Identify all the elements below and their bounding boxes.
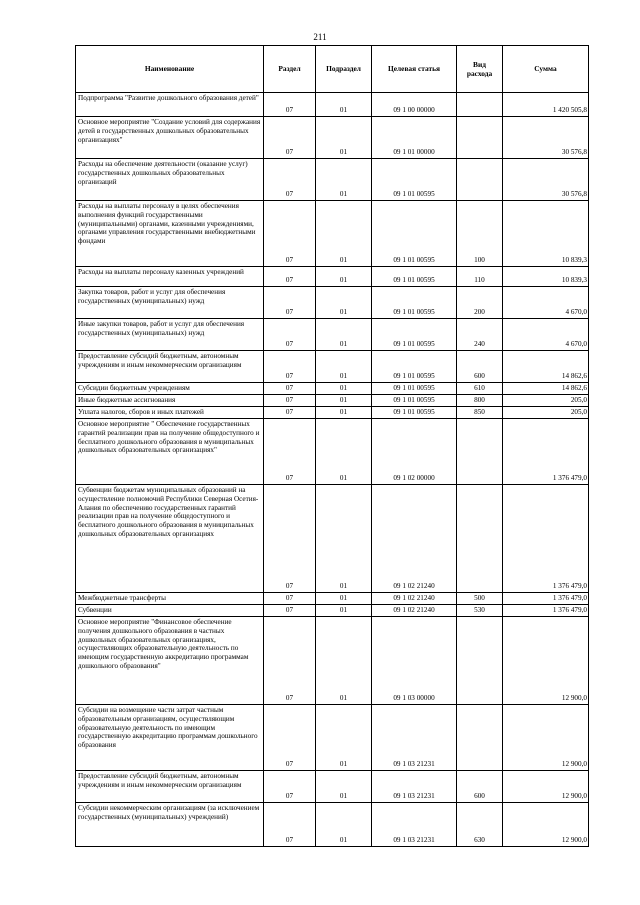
row-sum: 30 576,8 — [503, 159, 589, 201]
header-sum: Сумма — [503, 46, 589, 93]
row-subsection: 01 — [316, 395, 372, 407]
row-section: 07 — [264, 383, 316, 395]
header-section: Раздел — [264, 46, 316, 93]
row-sum: 1 376 479,0 — [503, 593, 589, 605]
row-sum: 12 900,0 — [503, 617, 589, 705]
row-type — [457, 419, 503, 485]
row-subsection: 01 — [316, 617, 372, 705]
table-row — [76, 267, 589, 287]
row-name — [76, 267, 264, 287]
row-name — [76, 771, 264, 803]
table-body — [76, 93, 589, 847]
row-sum: 12 900,0 — [503, 803, 589, 847]
row-section: 07 — [264, 407, 316, 419]
row-sum: 30 576,8 — [503, 117, 589, 159]
row-subsection: 01 — [316, 803, 372, 847]
row-type: 600 — [457, 351, 503, 383]
row-name — [76, 705, 264, 771]
row-subsection: 01 — [316, 383, 372, 395]
row-target: 09 1 03 00000 — [372, 617, 457, 705]
row-target: 09 1 03 21231 — [372, 803, 457, 847]
row-section: 07 — [264, 395, 316, 407]
row-type: 800 — [457, 395, 503, 407]
row-target: 09 1 01 00595 — [372, 407, 457, 419]
row-target: 09 1 01 00595 — [372, 351, 457, 383]
row-name — [76, 593, 264, 605]
table-row — [76, 201, 589, 267]
row-name — [76, 407, 264, 419]
row-subsection: 01 — [316, 351, 372, 383]
row-sum: 205,0 — [503, 407, 589, 419]
row-name — [76, 395, 264, 407]
row-target: 09 1 01 00595 — [372, 159, 457, 201]
row-section: 07 — [264, 117, 316, 159]
row-sum: 4 670,0 — [503, 287, 589, 319]
header-target: Целевая статья — [372, 46, 457, 93]
row-sum: 10 839,3 — [503, 201, 589, 267]
row-section: 07 — [264, 319, 316, 351]
row-type: 530 — [457, 605, 503, 617]
row-name-text: Расходы на выплаты персоналу в целях обеспечения выполнения функций государственными (муниципальными) органами, казенными учреждениями, органами управления государственными внебюджетными фондами — [78, 202, 256, 246]
row-type: 850 — [457, 407, 503, 419]
table-row — [76, 319, 589, 351]
row-section: 07 — [264, 485, 316, 593]
row-name-text: Расходы на выплаты персоналу казенных учреждений — [78, 268, 244, 276]
row-subsection: 01 — [316, 319, 372, 351]
row-name-text: Субвенции бюджетам муниципальных образований на осуществление полномочий Республики Северная Осетия-Алания по обеспечению государственных гарантий реализации прав на получение общедоступного и бесплатного дошкольного образования в муниципальных дошкольных образовательных организациях — [78, 486, 259, 538]
row-type: 610 — [457, 383, 503, 395]
row-name — [76, 803, 264, 847]
table-row — [76, 407, 589, 419]
row-section: 07 — [264, 201, 316, 267]
table-row — [76, 287, 589, 319]
row-sum: 1 376 479,0 — [503, 419, 589, 485]
row-name-text: Межбюджетные трансферты — [78, 594, 166, 602]
row-section: 07 — [264, 287, 316, 319]
row-section: 07 — [264, 351, 316, 383]
row-name — [76, 201, 264, 267]
row-sum: 4 670,0 — [503, 319, 589, 351]
row-type: 200 — [457, 287, 503, 319]
row-subsection: 01 — [316, 593, 372, 605]
row-name-text: Расходы на обеспечение деятельности (оказание услуг) государственных дошкольных образовательных организаций — [78, 160, 248, 186]
row-type: 600 — [457, 771, 503, 803]
row-name — [76, 351, 264, 383]
row-name-text: Основное мероприятие " Обеспечение государственных гарантий реализации прав на получение общедоступного и бесплатного дошкольного образования в муниципальных дошкольных образовательных организациях" — [78, 420, 260, 455]
table-row — [76, 803, 589, 847]
row-type — [457, 93, 503, 117]
row-target: 09 1 02 21240 — [372, 485, 457, 593]
table-row — [76, 419, 589, 485]
table-row — [76, 771, 589, 803]
table-row — [76, 605, 589, 617]
page-number: 211 — [313, 32, 327, 42]
row-target: 09 1 03 21231 — [372, 705, 457, 771]
header-type-line1: Вид — [473, 59, 486, 69]
row-target: 09 1 01 00595 — [372, 319, 457, 351]
row-section: 07 — [264, 593, 316, 605]
row-name-text: Основное мероприятие "Финансовое обеспечение получения дошкольного образования в частных дошкольных образовательных организациях, осуществляющих образовательную деятельность по имеющим государственную аккредитацию программам дошкольного образования" — [78, 618, 249, 670]
header-type-line2: расхода — [466, 69, 493, 78]
table-row — [76, 383, 589, 395]
row-name — [76, 159, 264, 201]
row-name-text: Уплата налогов, сборов и иных платежей — [78, 408, 204, 416]
table-row — [76, 117, 589, 159]
row-target: 09 1 01 00595 — [372, 201, 457, 267]
row-subsection: 01 — [316, 485, 372, 593]
row-section: 07 — [264, 267, 316, 287]
row-subsection: 01 — [316, 605, 372, 617]
row-subsection: 01 — [316, 705, 372, 771]
row-sum: 1 376 479,0 — [503, 605, 589, 617]
table-row — [76, 351, 589, 383]
row-target: 09 1 02 00000 — [372, 419, 457, 485]
row-name — [76, 383, 264, 395]
row-name-text: Предоставление субсидий бюджетным, автономным учреждениям и иным некоммерческим организациям — [78, 352, 242, 369]
row-section: 07 — [264, 159, 316, 201]
row-subsection: 01 — [316, 287, 372, 319]
table-header-row — [76, 46, 589, 93]
row-name — [76, 117, 264, 159]
row-name-text: Подпрограмма "Развитие дошкольного образования детей" — [78, 94, 259, 102]
row-target: 09 1 00 00000 — [372, 93, 457, 117]
row-sum: 12 900,0 — [503, 771, 589, 803]
row-name — [76, 93, 264, 117]
row-subsection: 01 — [316, 407, 372, 419]
row-name — [76, 485, 264, 593]
row-name-text: Субсидии некоммерческим организациям (за исключением государственных (муниципальных) учреждений) — [78, 804, 260, 821]
row-target: 09 1 02 21240 — [372, 593, 457, 605]
row-type: 110 — [457, 267, 503, 287]
row-section: 07 — [264, 771, 316, 803]
table-row — [76, 593, 589, 605]
row-sum: 1 376 479,0 — [503, 485, 589, 593]
table-row — [76, 159, 589, 201]
row-target: 09 1 01 00595 — [372, 383, 457, 395]
row-sum: 10 839,3 — [503, 267, 589, 287]
row-type — [457, 159, 503, 201]
row-type — [457, 705, 503, 771]
row-target: 09 1 02 21240 — [372, 605, 457, 617]
row-name — [76, 287, 264, 319]
row-name-text: Предоставление субсидий бюджетным, автономным учреждениям и иным некоммерческим организациям — [78, 772, 242, 789]
row-target: 09 1 01 00595 — [372, 395, 457, 407]
row-subsection: 01 — [316, 93, 372, 117]
table-row — [76, 485, 589, 593]
row-subsection: 01 — [316, 201, 372, 267]
row-type: 100 — [457, 201, 503, 267]
row-name-text: Субсидии на возмещение части затрат частным образовательным организациям, осуществляющим образовательную деятельность по имеющим государственную аккредитацию программам дошкольного образования — [78, 706, 258, 750]
row-type — [457, 485, 503, 593]
row-subsection: 01 — [316, 771, 372, 803]
row-sum: 12 900,0 — [503, 705, 589, 771]
row-name — [76, 605, 264, 617]
row-sum: 14 862,6 — [503, 383, 589, 395]
row-type: 630 — [457, 803, 503, 847]
row-sum: 1 420 505,8 — [503, 93, 589, 117]
row-name-text: Закупка товаров, работ и услуг для обеспечения государственных (муниципальных) нужд — [78, 288, 226, 305]
row-section: 07 — [264, 803, 316, 847]
row-name — [76, 319, 264, 351]
row-name-text: Субвенции — [78, 606, 112, 614]
row-name-text: Иные бюджетные ассигнования — [78, 396, 176, 404]
row-subsection: 01 — [316, 267, 372, 287]
table-row — [76, 93, 589, 117]
row-section: 07 — [264, 617, 316, 705]
table-row — [76, 705, 589, 771]
header-name: Наименование — [76, 46, 264, 93]
row-type: 500 — [457, 593, 503, 605]
row-target: 09 1 01 00595 — [372, 267, 457, 287]
table-row — [76, 617, 589, 705]
row-name-text: Основное мероприятие "Создание условий для содержания детей в государственных дошкольных образовательных организациях" — [78, 118, 261, 144]
row-name-text: Субсидии бюджетным учреждениям — [78, 384, 190, 392]
row-section: 07 — [264, 705, 316, 771]
row-sum: 205,0 — [503, 395, 589, 407]
row-target: 09 1 01 00000 — [372, 117, 457, 159]
row-subsection: 01 — [316, 419, 372, 485]
row-section: 07 — [264, 605, 316, 617]
row-type — [457, 117, 503, 159]
row-section: 07 — [264, 93, 316, 117]
budget-table — [75, 45, 589, 847]
row-section: 07 — [264, 419, 316, 485]
row-subsection: 01 — [316, 159, 372, 201]
table-row — [76, 395, 589, 407]
header-subsection: Подраздел — [316, 46, 372, 93]
row-target: 09 1 03 21231 — [372, 771, 457, 803]
row-sum: 14 862,6 — [503, 351, 589, 383]
row-subsection: 01 — [316, 117, 372, 159]
row-type: 240 — [457, 319, 503, 351]
row-name-text: Иные закупки товаров, работ и услуг для обеспечения государственных (муниципальных) нужд — [78, 320, 245, 337]
row-name — [76, 419, 264, 485]
row-target: 09 1 01 00595 — [372, 287, 457, 319]
row-type — [457, 617, 503, 705]
header-type — [457, 46, 503, 93]
row-name — [76, 617, 264, 705]
